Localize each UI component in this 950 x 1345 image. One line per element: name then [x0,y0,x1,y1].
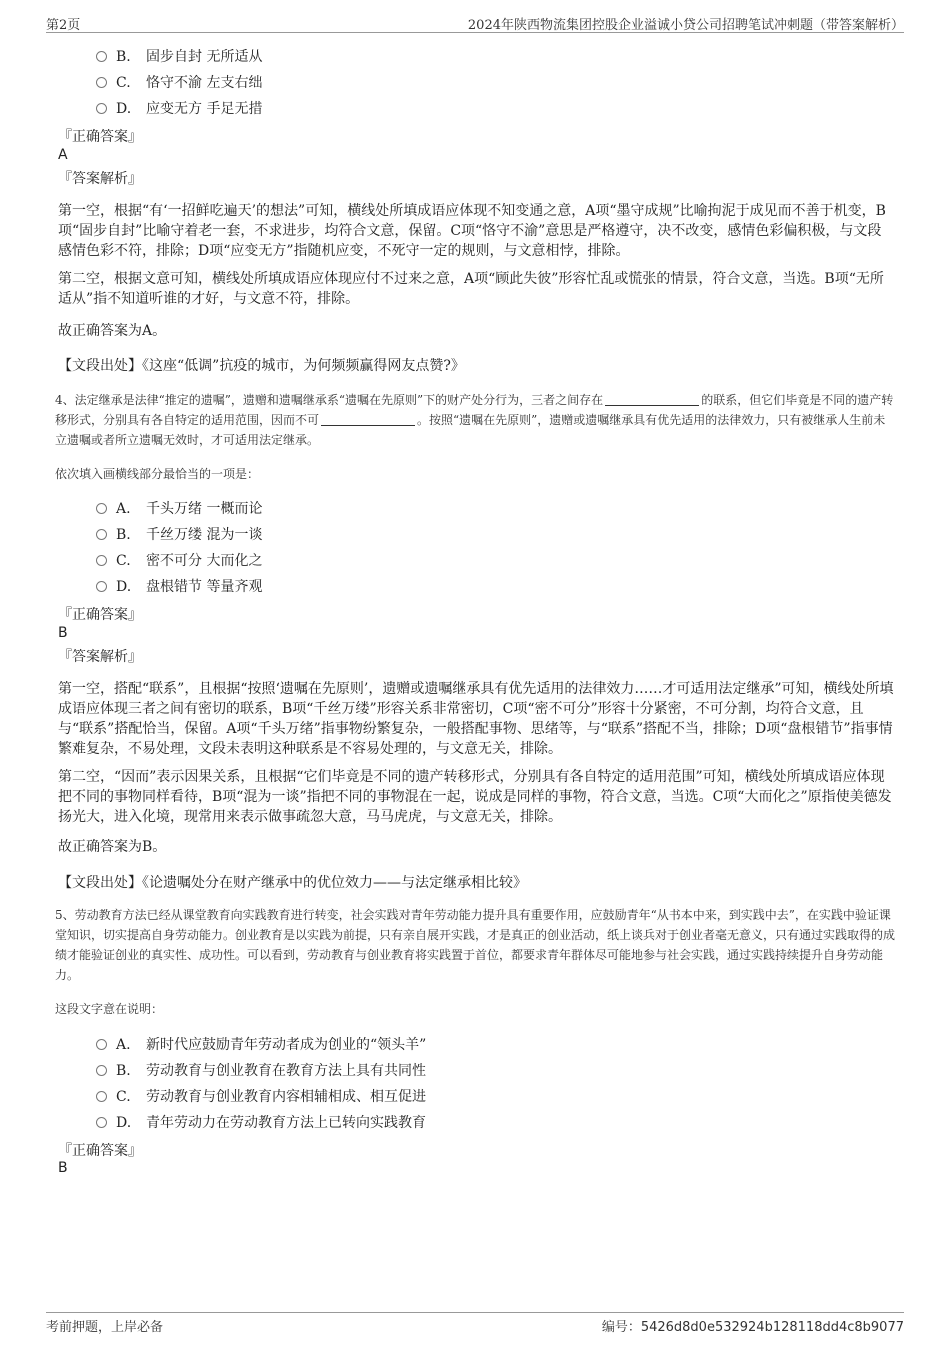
q4-analysis-paragraph: 第二空，“因而”表示因果关系，且根据“它们毕竟是不同的遗产转移形式，分别具有各自特定的适用范围”可知，横线处所填成语应体现把不同的事物同样看待，B项“混为一谈”指把不同的事物混在一起，说成是同样的事物，符合文意，当选。C项“大而化之”原指使美德发扬光大，进入化境，现常用来表示做事疏忽大意，马马虎虎，与文意无关，排除。 [58,769,892,825]
q5-option-b[interactable]: B. 劳动教育与创业教育在教育方法上具有共同性 [96,1061,426,1081]
radio-icon[interactable] [96,581,107,592]
q4-stem: 4、法定继承是法律“推定的遗嘱”，遗赠和遗嘱继承系“遗嘱在先原则”下的财产处分行为，三者之间存在 的联系，但它们毕竟是不同的遗产转移形式，分别具有各自特定的适用范围，因而不可 。按照“遗嘱在先原则”，遗赠或遗嘱继承具有优先适用的法律效力，只有被继承人生前未立遗嘱或者所立遗嘱无效时，才可适用法定继承。 [55,393,894,447]
radio-icon[interactable] [96,503,107,514]
q3-analysis-paragraph: 第二空，根据文意可知，横线处所填成语应体现应付不过来之意，A项“顾此失彼”形容忙乱或慌张的情景，符合文意，当选。B项“无所适从”指不知道听谁的才好，与文意不符，排除。 [58,271,884,307]
q4-option-a[interactable]: A. 千头万绪 一概而论 [96,499,262,519]
q3-option-d[interactable]: D. 应变无方 手足无措 [96,99,262,119]
radio-icon[interactable] [96,529,107,540]
q4-option-d[interactable]: D. 盘根错节 等量齐观 [96,577,262,597]
fill-blank [321,412,415,426]
q4-answer-label: 『正确答案』 [58,607,142,623]
radio-icon[interactable] [96,555,107,566]
q3-source: 【文段出处】《这座“低调”抗疫的城市，为何频频赢得网友点赞?》 [58,358,465,374]
q4-analysis-paragraph: 第一空，搭配“联系”，且根据“按照‘遗嘱在先原则’，遗赠或遗嘱继承具有优先适用的法律效力……才可适用法定继承”可知，横线处所填成语应体现三者之间有密切的联系，B项“千丝万缕”形容关系非常密切，C项“密不可分”形容十分紧密，不可分割，均符合文意，且与“联系”搭配恰当，保留。A项“千头万绪”指事物纷繁复杂，一般搭配事物、思绪等，与“联系”搭配不当，排除；D项“盘根错节”指事情繁难复杂，不易处理，文段未表明这种联系是不容易处理的，与文意无关，排除。 [58,681,894,757]
q4-answer: B [58,625,68,641]
q3-analysis-label: 『答案解析』 [58,171,142,187]
document-code: 编号：5426d8d0e532924b128118dd4c8b9077 [601,1320,904,1335]
q5-option-a[interactable]: A. 新时代应鼓励青年劳动者成为创业的“领头羊” [96,1035,426,1055]
q4-prompt: 依次填入画横线部分最恰当的一项是： [55,467,260,481]
q5-prompt: 这段文字意在说明： [55,1002,164,1016]
radio-icon[interactable] [96,77,107,88]
page-footer [46,1312,904,1335]
q3-option-b[interactable]: B. 固步自封 无所适从 [96,47,262,67]
radio-icon[interactable] [96,103,107,114]
document-title: 2024年陕西物流集团控股企业溢诚小贷公司招聘笔试冲刺题（带答案解析） [467,18,904,33]
q4-analysis-label: 『答案解析』 [58,649,142,665]
page-header [46,12,904,33]
q4-conclusion: 故正确答案为B。 [58,839,167,855]
page-number: 第2页 [46,18,81,33]
q3-option-c[interactable]: C. 恪守不渝 左支右绌 [96,73,262,93]
q3-answer: A [58,147,68,163]
footer-slogan: 考前押题，上岸必备 [46,1320,164,1335]
radio-icon[interactable] [96,1091,107,1102]
radio-icon[interactable] [96,51,107,62]
q5-option-d[interactable]: D. 青年劳动力在劳动教育方法上已转向实践教育 [96,1113,426,1133]
fill-blank [605,392,699,406]
radio-icon[interactable] [96,1039,107,1050]
q4-option-b[interactable]: B. 千丝万缕 混为一谈 [96,525,262,545]
q5-answer-label: 『正确答案』 [58,1143,142,1159]
radio-icon[interactable] [96,1065,107,1076]
q5-option-c[interactable]: C. 劳动教育与创业教育内容相辅相成、相互促进 [96,1087,426,1107]
q3-answer-label: 『正确答案』 [58,129,142,145]
q4-option-c[interactable]: C. 密不可分 大而化之 [96,551,262,571]
q4-source: 【文段出处】《论遗嘱处分在财产继承中的优位效力——与法定继承相比较》 [58,875,527,891]
q5-stem: 5、劳动教育方法已经从课堂教育向实践教育进行转变，社会实践对青年劳动能力提升具有重要作用，应鼓励青年“从书本中来，到实践中去”，在实践中验证课堂知识，切实提高自身劳动能力。创业教育是以实践为前提，只有亲自展开实践，才是真正的创业活动，纸上谈兵对于创业者毫无意义，只有通过实践取得的成绩才能验证创业的真实性、成功性。可以看到，劳动教育与创业教育将实践置于首位，都要求青年群体尽可能地参与社会实践，通过实践持续提升自身劳动能力。 [55,908,896,982]
q5-answer: B [58,1160,68,1176]
q3-analysis-paragraph: 第一空，根据“有‘一招鲜吃遍天’的想法”可知，横线处所填成语应体现不知变通之意，A项“墨守成规”比喻拘泥于成见而不善于机变，B项“固步自封”比喻守着老一套，不求进步，均符合文意，保留。C项“恪守不渝”意思是严格遵守，决不改变，感情色彩偏积极，与文段感情色彩不符，排除；D项“应变无方”指随机应变，不死守一定的规则，与文意相悖，排除。 [58,203,886,259]
q3-conclusion: 故正确答案为A。 [58,323,167,339]
radio-icon[interactable] [96,1117,107,1128]
